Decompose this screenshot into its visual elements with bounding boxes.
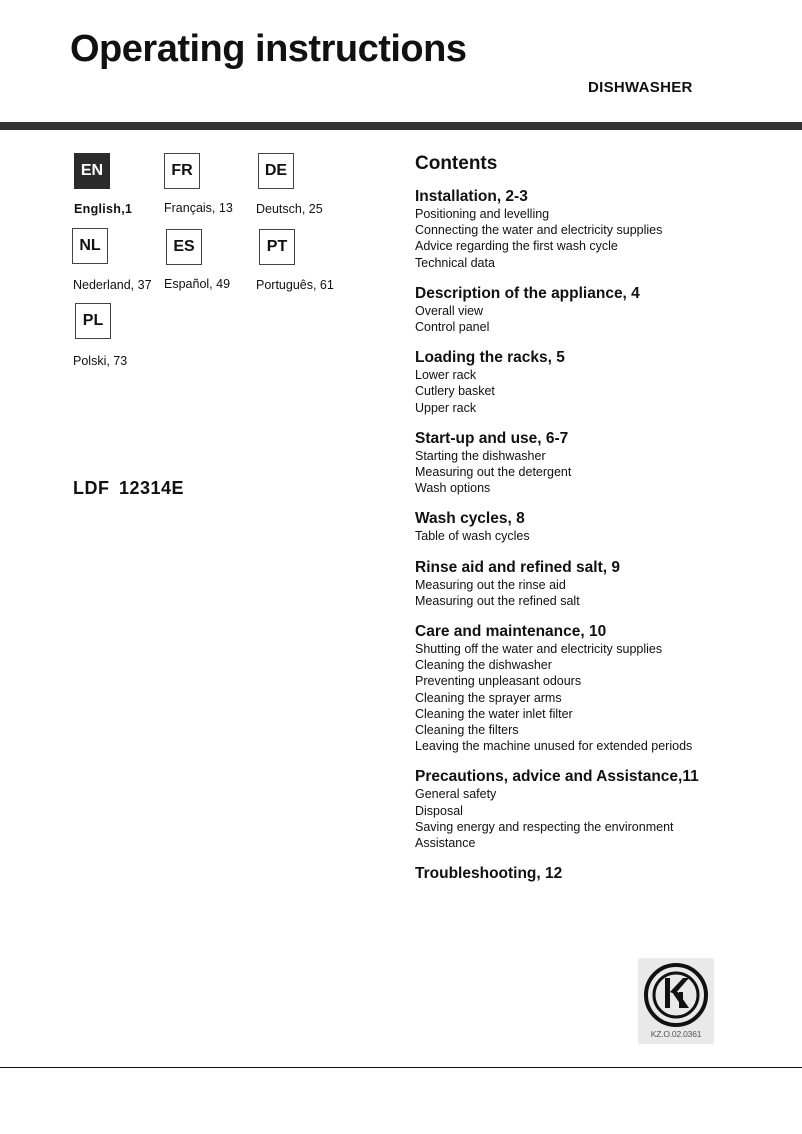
language-button-de[interactable]: DE [258, 153, 294, 189]
language-button-en[interactable]: EN [74, 153, 110, 189]
footer-divider [0, 1067, 802, 1068]
language-button-pl[interactable]: PL [75, 303, 111, 339]
list-item[interactable]: General safety [415, 787, 497, 802]
list-item[interactable]: Measuring out the refined salt [415, 593, 580, 608]
section-title[interactable]: Loading the racks, 5 [415, 349, 565, 367]
product-type: DISHWASHER [588, 79, 693, 96]
list-item[interactable]: Control panel [415, 320, 490, 335]
toc-section-precautions [415, 767, 795, 851]
list-item[interactable]: Advice regarding the first wash cycle [415, 239, 618, 254]
contents-heading: Contents [415, 153, 498, 174]
toc-section-rinse-aid [415, 558, 795, 609]
section-title[interactable]: Start-up and use, 6-7 [415, 429, 569, 447]
table-of-contents [415, 153, 795, 896]
list-item[interactable]: Cleaning the sprayer arms [415, 690, 562, 705]
certification-logo-icon [643, 962, 709, 1028]
toc-section-startup [415, 429, 795, 497]
list-item[interactable]: Saving energy and respecting the environment [415, 819, 674, 834]
list-item[interactable]: Upper rack [415, 400, 477, 415]
list-item[interactable]: Shutting off the water and electricity supplies [415, 642, 663, 657]
list-item[interactable]: Disposal [415, 803, 463, 818]
toc-section-care [415, 622, 795, 754]
toc-section-installation [415, 187, 795, 271]
language-button-es[interactable]: ES [166, 229, 202, 265]
page-title: Operating instructions [70, 28, 467, 70]
list-item[interactable]: Wash options [415, 481, 491, 496]
list-item[interactable]: Positioning and levelling [415, 207, 550, 221]
certification-code: KZ.O.02.0361 [650, 1029, 702, 1039]
toc-section-troubleshooting [415, 864, 795, 883]
section-title[interactable]: Wash cycles, 8 [415, 510, 525, 528]
section-title[interactable]: Installation, 2-3 [415, 188, 528, 205]
language-label-pl[interactable]: Polski, 73 [73, 354, 128, 368]
list-item[interactable]: Starting the dishwasher [415, 448, 546, 463]
section-title[interactable]: Description of the appliance, 4 [415, 284, 640, 302]
language-label-en[interactable]: English,1 [74, 202, 133, 216]
toc-section-wash-cycles [415, 509, 795, 544]
language-button-nl[interactable]: NL [72, 228, 108, 264]
section-title[interactable]: Care and maintenance, 10 [415, 623, 607, 641]
language-label-fr[interactable]: Français, 13 [164, 201, 233, 215]
language-button-pt[interactable]: PT [259, 229, 295, 265]
language-label-pt[interactable]: Português, 61 [256, 278, 334, 292]
list-item[interactable]: Leaving the machine unused for extended periods [415, 739, 693, 754]
language-button-fr[interactable]: FR [164, 153, 200, 189]
list-item[interactable]: Measuring out the rinse aid [415, 577, 566, 592]
list-item[interactable]: Cleaning the filters [415, 723, 519, 738]
section-title[interactable]: Rinse aid and refined salt, 9 [415, 558, 621, 576]
section-title[interactable]: Troubleshooting, 12 [415, 865, 563, 883]
list-item[interactable]: Connecting the water and electricity supplies [415, 223, 663, 238]
list-item[interactable]: Overall view [415, 303, 484, 318]
section-title[interactable]: Precautions, advice and Assistance,11 [415, 768, 699, 786]
list-item[interactable]: Measuring out the detergent [415, 465, 572, 480]
list-item[interactable]: Cutlery basket [415, 384, 495, 399]
list-item[interactable]: Table of wash cycles [415, 529, 530, 544]
list-item[interactable]: Preventing unpleasant odours [415, 674, 582, 689]
toc-section-description [415, 284, 795, 335]
list-item[interactable]: Cleaning the water inlet filter [415, 706, 573, 721]
language-label-nl[interactable]: Nederland, 37 [73, 278, 152, 292]
list-item[interactable]: Cleaning the dishwasher [415, 658, 552, 673]
model-number: LDF 12314E [73, 478, 185, 498]
header-divider [0, 122, 802, 130]
language-label-es[interactable]: Español, 49 [164, 277, 231, 291]
list-item[interactable]: Assistance [415, 836, 476, 851]
toc-section-loading [415, 348, 795, 416]
list-item[interactable]: Technical data [415, 255, 495, 270]
language-label-de[interactable]: Deutsch, 25 [256, 202, 323, 216]
list-item[interactable]: Lower rack [415, 368, 477, 383]
certification-mark [638, 958, 714, 1044]
